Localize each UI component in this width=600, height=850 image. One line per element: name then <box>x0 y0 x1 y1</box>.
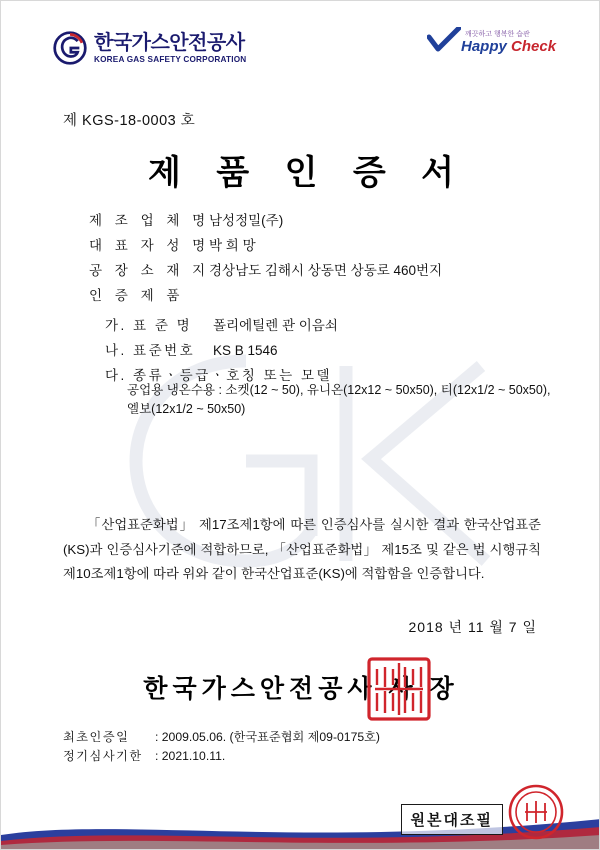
document-header <box>1 1 600 93</box>
footer-row <box>63 747 380 766</box>
field-label: 제 조 업 체 명 <box>89 213 210 228</box>
happy-word: Happy <box>461 38 507 55</box>
model-line: 엘보(12x1/2 ~ 50x50) <box>127 402 246 417</box>
footer-label: 최초인증일 <box>63 730 130 744</box>
footer-value: : 2009.05.06. (한국표준협회 제09-0175호) <box>155 730 380 744</box>
product-sub-list <box>105 314 575 389</box>
field-value: 남성정밀(주) <box>209 213 284 228</box>
sub-label: 다. 종류ㆍ등급ㆍ호칭 또는 모델 <box>105 368 333 383</box>
kgs-logo-english: KOREA GAS SAFETY CORPORATION <box>94 54 247 64</box>
field-label: 인 증 제 품 <box>89 288 184 303</box>
field-list <box>89 209 559 309</box>
field-value: 박 희 망 <box>209 238 256 253</box>
field-label: 공 장 소 재 지 <box>89 263 210 278</box>
field-row <box>89 234 559 254</box>
happy-check-logo <box>425 27 557 55</box>
field-row <box>89 284 559 304</box>
footer-info <box>63 728 380 766</box>
field-row <box>89 259 559 279</box>
sub-row <box>105 339 575 359</box>
footer-label: 정기심사기한 <box>63 748 143 763</box>
document-number: 제 KGS-18-0003 호 <box>63 113 196 129</box>
happy-check-slogan: 깨끗하고 행복한 습관 <box>465 31 530 38</box>
check-word: Check <box>511 38 557 55</box>
page-title: 제 품 인 증 서 <box>147 154 467 192</box>
kgs-emblem-icon <box>53 31 87 65</box>
footer-row <box>63 728 380 747</box>
kgs-logo-korean: 한국가스안전공사 <box>94 31 245 54</box>
check-mark-icon <box>427 27 461 53</box>
field-label: 대 표 자 성 명 <box>89 238 210 253</box>
kgs-logo <box>53 31 246 65</box>
red-round-seal <box>507 783 565 841</box>
happy-check-wordmark <box>461 38 556 55</box>
sub-label: 나. 표준번호 <box>105 343 196 358</box>
sub-value: 폴리에틸렌 관 이음쇠 <box>213 318 338 333</box>
issuer-name: 한국가스안전공사 사 장 <box>143 675 459 703</box>
field-row <box>89 209 559 229</box>
model-line: 공업용 냉온수용 : 소켓(12 ~ 50), 유니온(12x12 ~ 50x50), 티(12x1/2 ~ 50x50), <box>127 383 551 397</box>
footer-value: : 2021.10.11. <box>155 748 226 763</box>
sub-value: KS B 1546 <box>213 343 278 358</box>
issue-date: 2018 년 11 월 7 일 <box>408 619 537 635</box>
field-value: 경상남도 김해시 상동면 상동로 460번지 <box>209 263 443 278</box>
model-description <box>127 381 550 420</box>
verification-stamp: 원본대조필 <box>401 804 503 835</box>
sub-label: 가. 표 준 명 <box>105 318 193 333</box>
certification-statement: 「산업표준화법」 제17조제1항에 따른 인증심사를 실시한 결과 한국산업표준(KS)과 인증심사기준에 적합하므로, 「산업표준화법」 제15조 및 같은 법 시행규칙 제10조제1항에 따라 위와 같이 한국산업표준(KS)에 적합함을 인증합니다. <box>63 517 541 582</box>
sub-row <box>105 314 575 334</box>
official-seal-stamp <box>367 657 431 721</box>
